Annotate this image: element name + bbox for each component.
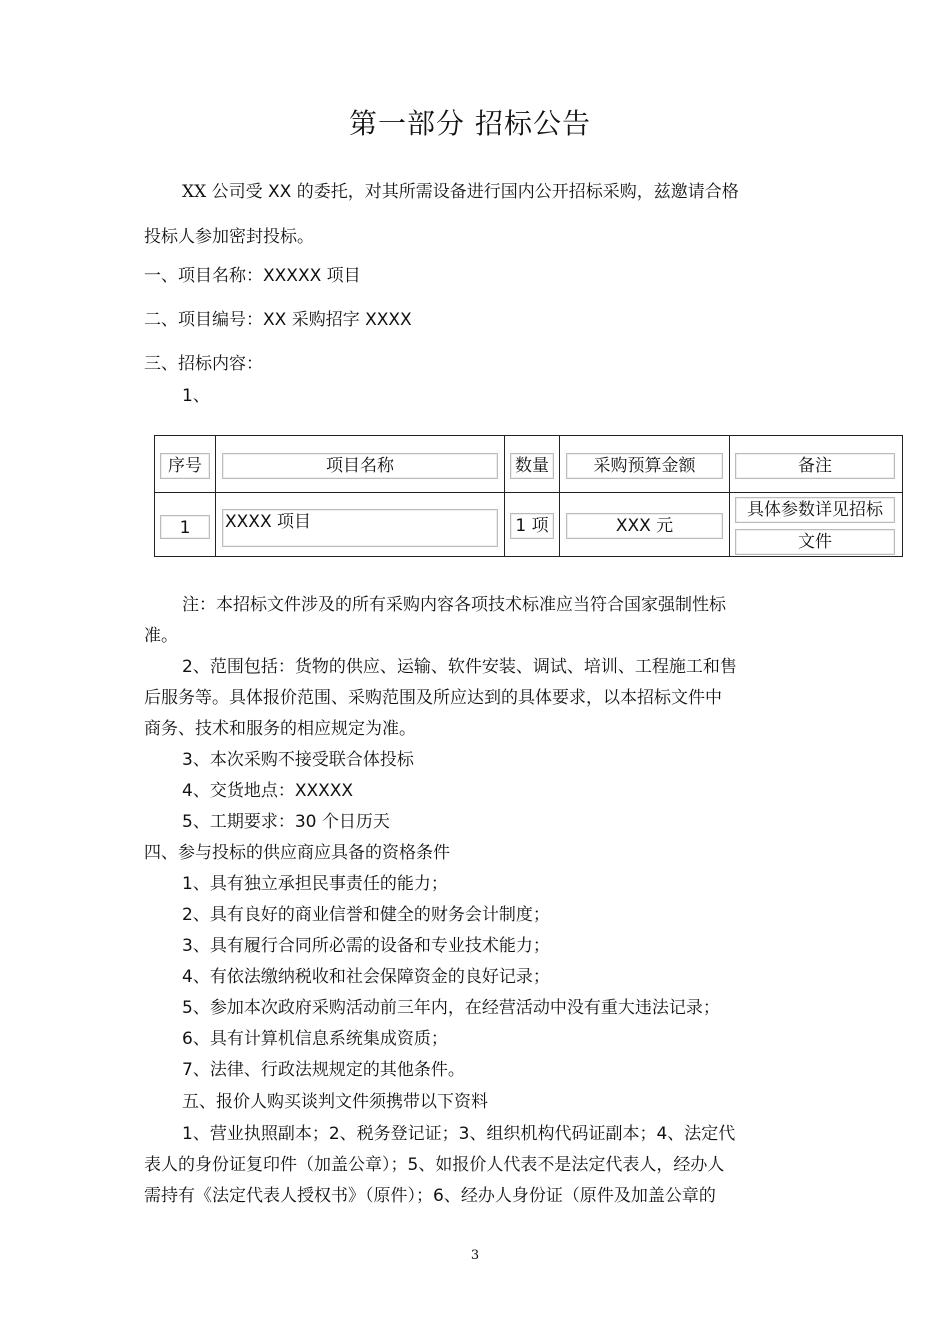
qualification-item: 5、参加本次政府采购活动前三年内，在经营活动中没有重大违法记录； (182, 998, 720, 1018)
intro-line-2: 投标人参加密封投标。 (144, 227, 314, 247)
bid-content-sub: 1、 (182, 386, 210, 406)
row-name: XXXX 项目 (222, 509, 498, 547)
qualification-heading: 四、参与投标的供应商应具备的资格条件 (144, 843, 450, 863)
header-cell (730, 436, 903, 493)
row-cell (505, 493, 560, 557)
clause-5: 5、工期要求：30 个日历天 (182, 812, 390, 832)
header-cell (216, 436, 505, 493)
intro-rest: 公司受 XX 的委托，对其所需设备进行国内公开招标采购，兹邀请合格 (206, 182, 739, 202)
qualification-item: 6、具有计算机信息系统集成资质； (182, 1029, 448, 1049)
table-row (155, 493, 903, 557)
documents-line-3: 需持有《法定代表人授权书》（原件）；6、经办人身份证（原件及加盖公章的 (144, 1186, 716, 1206)
intro-prefix: XX (182, 182, 207, 202)
qualification-item: 3、具有履行合同所必需的设备和专业技术能力； (182, 936, 550, 956)
bid-content-heading: 三、招标内容： (144, 354, 263, 374)
note-line-1: 注：本招标文件涉及的所有采购内容各项技术标准应当符合国家强制性标 (182, 595, 726, 615)
bid-items-table (154, 435, 903, 557)
header-budget: 采购预算金额 (566, 453, 723, 479)
row-budget: XXX 元 (566, 513, 723, 539)
documents-heading: 五、报价人购买谈判文件须携带以下资料 (182, 1092, 488, 1112)
clause-4: 4、交货地点：XXXXX (182, 781, 354, 801)
documents-line-1: 1、营业执照副本；2、税务登记证；3、组织机构代码证副本；4、法定代 (182, 1124, 736, 1144)
row-qty: 1 项 (510, 513, 554, 539)
scope-line-1: 2、范围包括：货物的供应、运输、软件安装、调试、培训、工程施工和售 (182, 657, 737, 677)
header-qty: 数量 (510, 453, 554, 479)
qualification-item: 7、法律、行政法规规定的其他条件。 (182, 1060, 465, 1080)
row-note-line-1: 具体参数详见招标 (735, 497, 895, 523)
header-cell (560, 436, 730, 493)
header-name: 项目名称 (222, 453, 498, 479)
row-cell (216, 493, 505, 557)
row-note-line-2: 文件 (735, 529, 895, 555)
project-number: 二、项目编号：XX 采购招字 XXXX (144, 310, 412, 330)
scope-line-2: 后服务等。具体报价范围、采购范围及所应达到的具体要求，以本招标文件中 (144, 688, 722, 708)
qualification-item: 2、具有良好的商业信誉和健全的财务会计制度； (182, 905, 550, 925)
header-cell (505, 436, 560, 493)
header-cell (155, 436, 216, 493)
row-no: 1 (160, 515, 210, 539)
project-name: 一、项目名称：XXXXX 项目 (144, 266, 361, 286)
note-line-2: 准。 (144, 626, 178, 646)
page-title: 第一部分 招标公告 (349, 107, 591, 140)
row-cell (730, 493, 903, 557)
header-note: 备注 (735, 453, 895, 479)
scope-line-3: 商务、技术和服务的相应规定为准。 (144, 719, 416, 739)
header-no: 序号 (160, 453, 210, 479)
intro-line-1 (182, 180, 739, 204)
row-cell (155, 493, 216, 557)
qualification-item: 4、有依法缴纳税收和社会保障资金的良好记录； (182, 967, 550, 987)
page-number: 3 (470, 1248, 480, 1263)
table-header-row (155, 436, 903, 493)
documents-line-2: 表人的身份证复印件（加盖公章）；5、如报价人代表不是法定代表人，经办人 (144, 1155, 725, 1175)
row-cell (560, 493, 730, 557)
qualification-item: 1、具有独立承担民事责任的能力； (182, 874, 448, 894)
clause-3: 3、本次采购不接受联合体投标 (182, 750, 414, 770)
